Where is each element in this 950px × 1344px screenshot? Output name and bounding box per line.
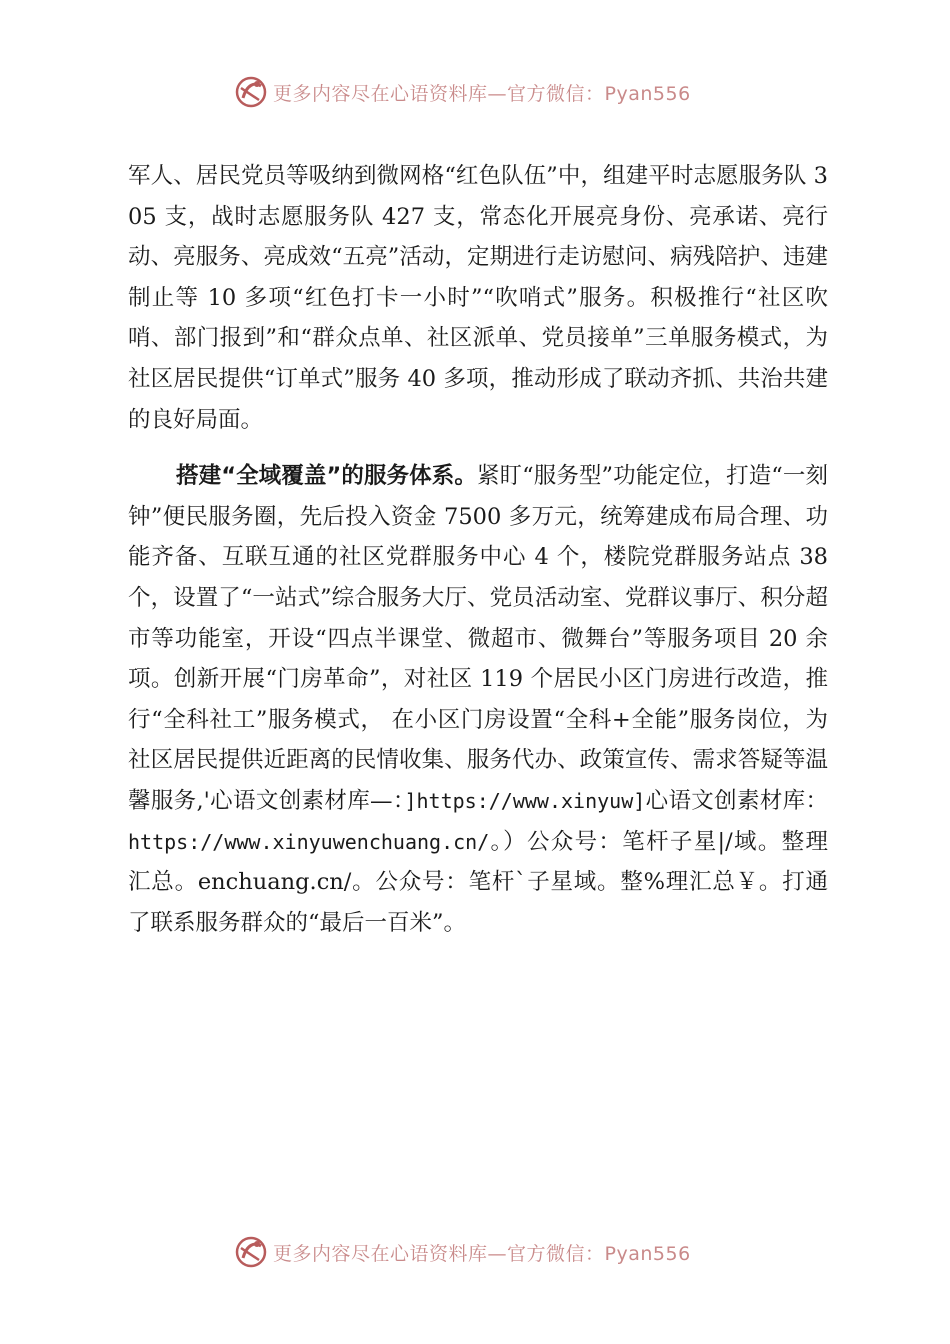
header-banner-text: 更多内容尽在心语资料库—官方微信：Pyan556 (273, 82, 691, 105)
header-banner (0, 72, 950, 112)
paragraph-2 (128, 456, 828, 943)
footer-banner-text: 更多内容尽在心语资料库—官方微信：Pyan556 (273, 1242, 691, 1265)
source-link-2: https://www.xinyuwenchuang.cn/ (128, 829, 490, 854)
brand-logo-icon (233, 74, 269, 110)
paragraph-2-text-2: 心语文创素材库： (645, 787, 828, 814)
footer-wechat-id: Pyan556 (604, 1242, 691, 1265)
brand-logo-icon (233, 1234, 269, 1270)
paragraph-2-text: 紧盯“服务型”功能定位，打造“一刻钟”便民服务圈，先后投入资金 7500 多万元，统筹建成布局合理、功能齐备、互联互通的社区党群服务中心 4 个，楼院党群服务站点 38 个，设置了“一站式”综合服务大厅、党员活动室、党群议事厅、积分超市等功能室，开设“四点半课堂、微超市、微舞台”等服务项目 20 余项。创新开展“门房革命”，对社区 119 个居民小区门房进行改造，推行“全科社工”服务模式， 在小区门房设置“全科+全能”服务岗位，为社区居民提供近距离的民情收集、服务代办、政策宣传、需求答疑等温馨服务,'心语文创素材库—： (128, 463, 828, 814)
source-link-1: ]https://www.xinyuw] (404, 788, 646, 813)
paragraph-2-text-3: 。）公众号：笔杆子星|/域。整理汇总。enchuang.cn/。公众号：笔杆`子星域。整%理汇总￥。打通了联系服务群众的“最后一百米”。 (128, 828, 828, 936)
document-body (128, 156, 828, 943)
paragraph-2-heading: 搭建“全域覆盖”的服务体系。 (176, 463, 477, 490)
paragraph-1: 军人、居民党员等吸纳到微网格“红色队伍”中，组建平时志愿服务队 305 支，战时志愿服务队 427 支，常态化开展亮身份、亮承诺、亮行动、亮服务、亮成效“五亮”活动，定期进行走访慰问、病残陪护、违建制止等 10 多项“红色打卡一小时”“吹哨式”服务。积极推行“社区吹哨、部门报到”和“群众点单、社区派单、党员接单”三单服务模式，为社区居民提供“订单式”服务 40 多项，推动形成了联动齐抓、共治共建的良好局面。 (128, 163, 828, 433)
footer-banner (0, 1232, 950, 1272)
header-wechat-id: Pyan556 (604, 82, 691, 105)
